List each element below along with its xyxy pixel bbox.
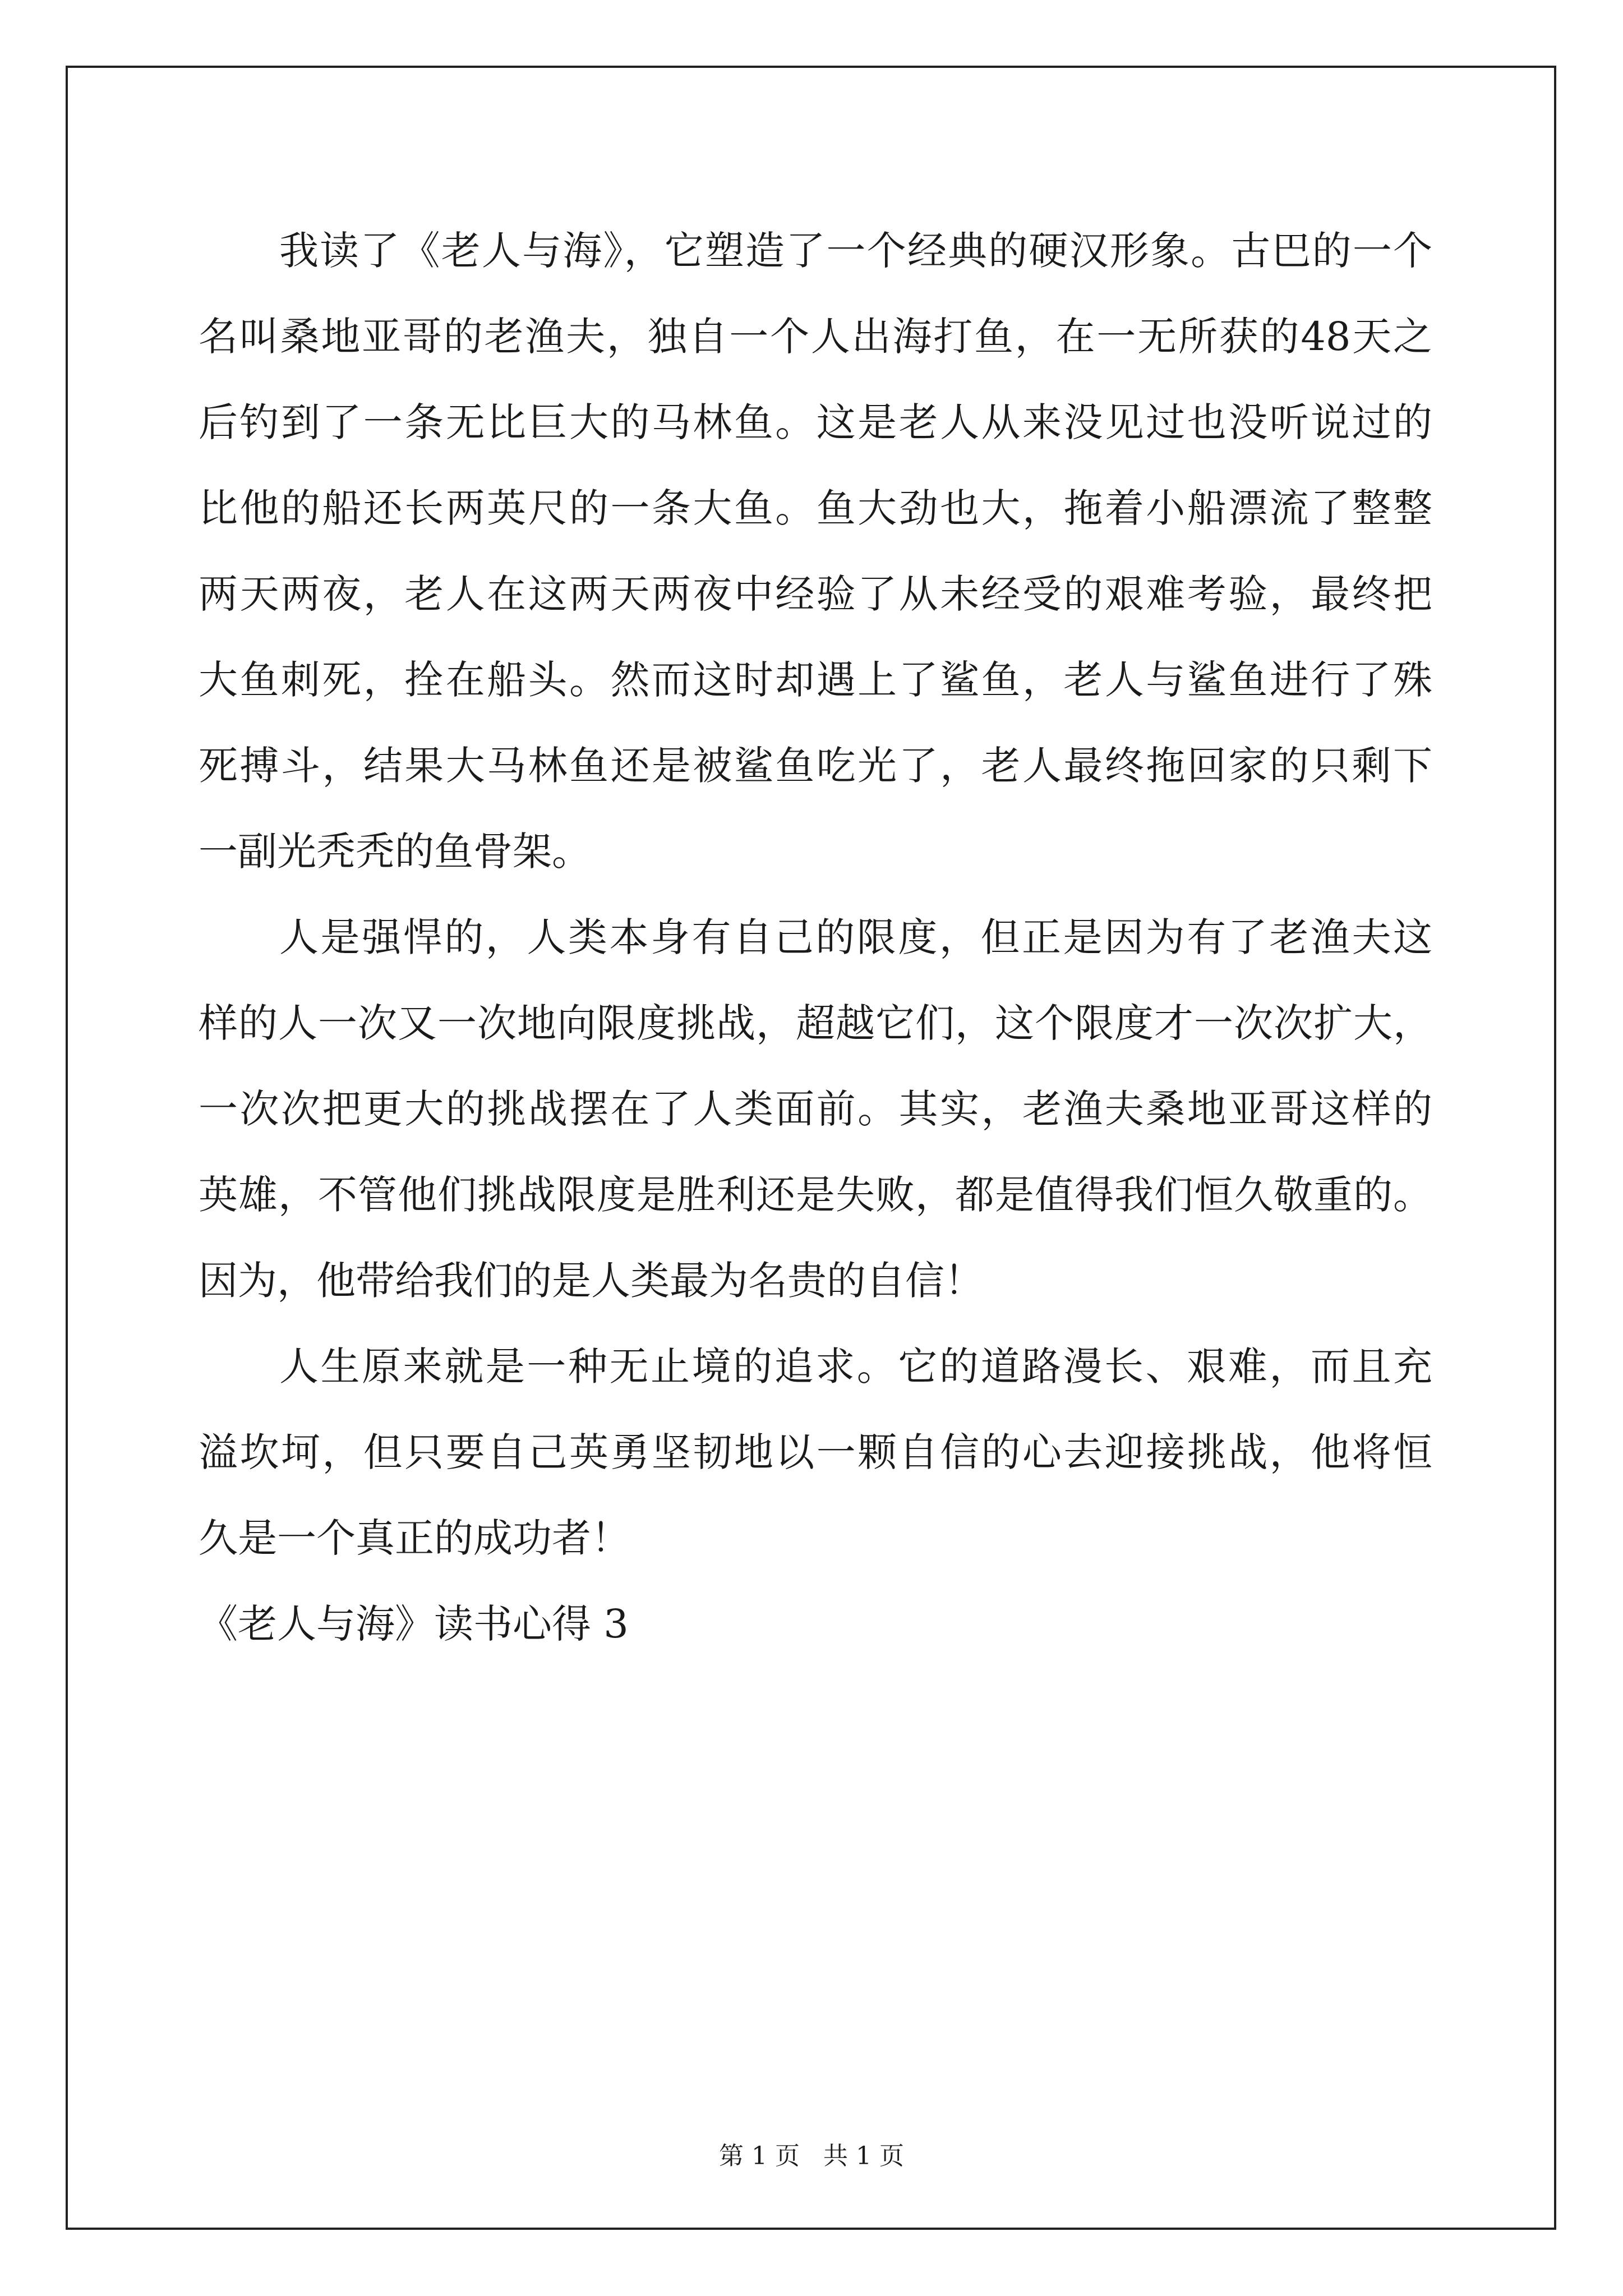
paragraph-1-line-8: 一副光秃秃的鱼骨架。 [199,829,591,875]
paragraph-1-line-2: 名叫桑地亚哥的老渔夫，独自一个人出海打鱼，在一无所获的48天之 [199,314,1432,360]
section-heading: 《老人与海》读书心得 3 [199,1601,629,1647]
paragraph-2-line-2: 样的人一次又一次地向限度挑战，超越它们，这个限度才一次次扩大， [199,1000,1432,1046]
paragraph-3-line-1: 人生原来就是一种无止境的追求。它的道路漫长、艰难，而且充 [279,1343,1432,1389]
paragraph-1-line-3: 后钓到了一条无比巨大的马林鱼。这是老人从来没见过也没听说过的 [199,399,1432,445]
paragraph-3-line-2: 溢坎坷，但只要自己英勇坚韧地以一颗自信的心去迎接挑战，他将恒 [199,1429,1432,1475]
paragraph-1-line-5: 两天两夜，老人在这两天两夜中经验了从未经受的艰难考验，最终把 [199,571,1432,617]
page-number-footer: 第 1 页 共 1 页 [719,2142,904,2170]
paragraph-3-line-3: 久是一个真正的成功者！ [199,1515,630,1561]
paragraph-1-line-7: 死搏斗，结果大马林鱼还是被鲨鱼吃光了，老人最终拖回家的只剩下 [199,743,1432,789]
paragraph-2-line-4: 英雄，不管他们挑战限度是胜利还是失败，都是值得我们恒久敬重的。 [199,1172,1432,1218]
paragraph-2-line-1: 人是强悍的，人类本身有自己的限度，但正是因为有了老渔夫这 [279,914,1432,960]
paragraph-2-line-5: 因为，他带给我们的是人类最为名贵的自信！ [199,1258,984,1304]
paragraph-2-line-3: 一次次把更大的挑战摆在了人类面前。其实，老渔夫桑地亚哥这样的 [199,1086,1432,1132]
page-border [66,66,1556,2230]
paragraph-1-line-6: 大鱼刺死，拴在船头。然而这时却遇上了鲨鱼，老人与鲨鱼进行了殊 [199,657,1432,703]
paragraph-1-line-4: 比他的船还长两英尺的一条大鱼。鱼大劲也大，拖着小船漂流了整整 [199,485,1432,531]
paragraph-1-line-1: 我读了《老人与海》，它塑造了一个经典的硬汉形象。古巴的一个 [279,228,1432,274]
